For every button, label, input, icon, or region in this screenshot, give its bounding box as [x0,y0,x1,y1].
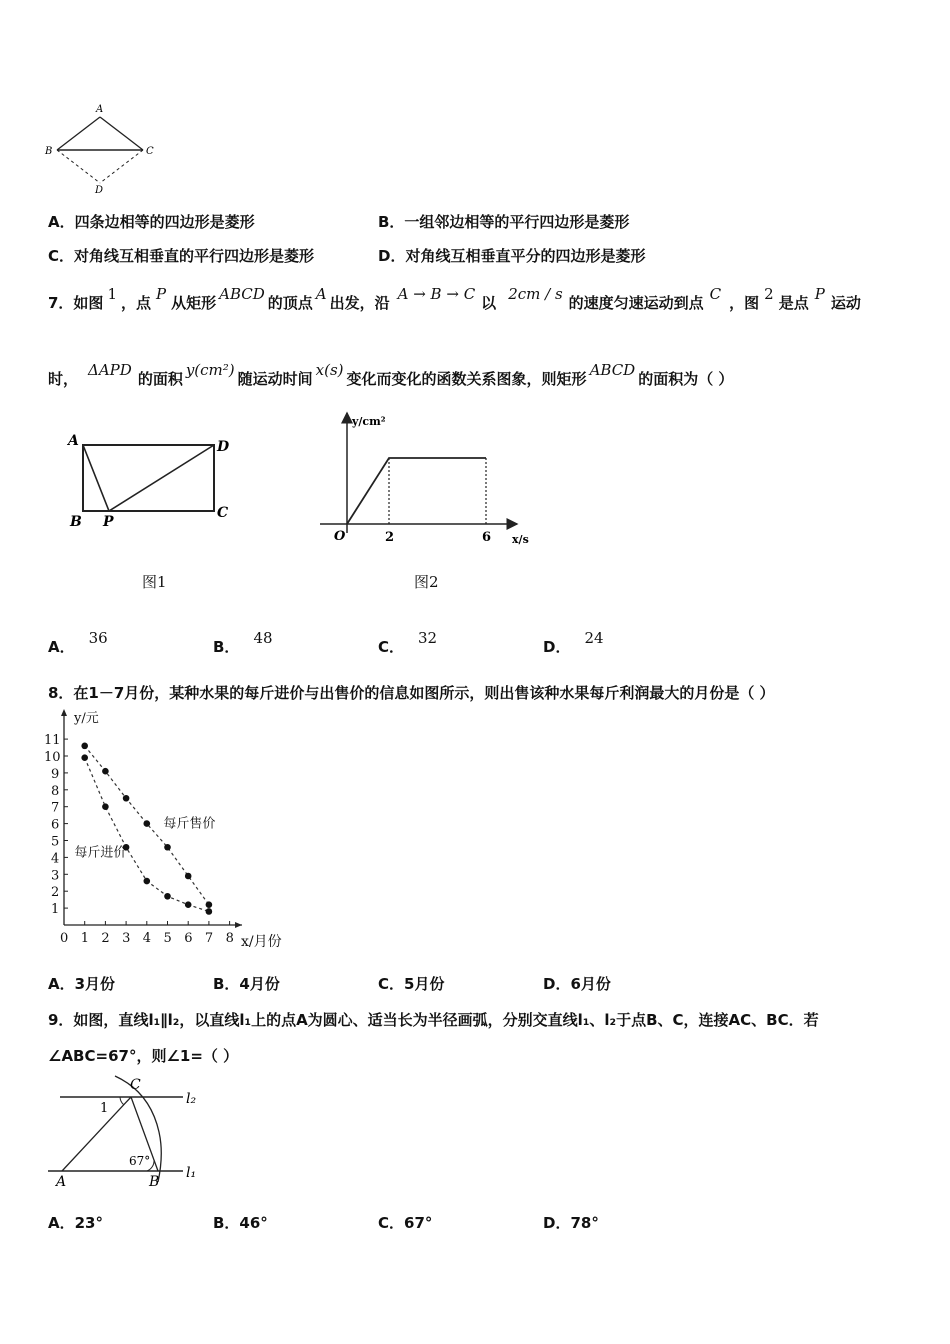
label-b: B [70,514,82,530]
series-label: 每斤售价 [163,816,216,832]
y-tick-label: 11 [44,733,61,749]
data-point [81,743,88,750]
data-point [81,754,88,761]
q9-option-c: C．67° [378,1214,433,1232]
x-tick-label: 8 [225,931,234,946]
q7-figure-2 [310,408,540,553]
label-angle-1: 1 [100,1101,109,1116]
q7-line-2: 时， ΔAPD 的面积 y(cm²) 随运动时间 x(s) 变化而变化的函数关系图象，则矩形 ABCD 的面积为（ ） [48,361,734,388]
x-axis-label: x/月份 [240,934,282,950]
x-tick-label: 7 [204,931,214,946]
x-tick-label: 3 [122,931,131,946]
y-tick-label: 10 [44,750,61,765]
y-tick-label: 4 [51,851,60,867]
label-c: C [217,505,229,521]
data-point [102,803,109,810]
x-axis-arrow [235,922,242,928]
q9-option-a: A．23° [48,1214,103,1232]
q8-question: 8．在1－7月份，某种水果的每斤进价与出售价的信息如图所示，则出售该种水果每斤利润最大的月份是（ ） [48,684,775,702]
q9-option-b: B．46° [213,1214,268,1232]
y-tick-label: 9 [51,766,60,782]
function-graph [347,458,486,524]
data-point [206,908,213,915]
label-c: C [130,1077,141,1093]
label-d: D [217,439,230,455]
segment-pd [109,445,214,511]
y-axis-arrow [61,709,67,716]
series-line-purchase-price [85,758,209,912]
origin-label: O [334,529,346,544]
label-l1: l₁ [186,1165,197,1181]
data-point [185,873,192,880]
y-tick-label: 7 [51,800,60,816]
y-tick-label: 2 [51,885,60,901]
y-tick-label: 6 [51,817,60,833]
x-axis-label: x/s [512,533,529,546]
label-b: B [149,1174,160,1190]
label-67: 67° [129,1154,151,1168]
data-point [144,878,151,885]
rectangle-abcd [83,445,214,511]
edge-ab [57,117,100,150]
y-axis-label: y/cm² [352,415,386,428]
segment-ap [83,445,109,511]
q8-option-b: B．4月份 [213,975,280,993]
angle-1-arc [120,1097,124,1105]
q9-figure [40,1072,210,1192]
data-point [123,795,130,802]
y-tick-label: 3 [51,868,60,884]
q6-option-a: A．四条边相等的四边形是菱形 [48,213,255,231]
q8-option-a: A．3月份 [48,975,116,993]
label-l2: l₂ [186,1091,197,1107]
y-tick-label: 5 [51,834,60,850]
q7-figure-1 [60,425,240,535]
label-p: P [103,514,114,530]
data-point [164,844,171,851]
q9-option-d: D．78° [543,1214,599,1232]
data-point [164,893,171,900]
x-tick-label: 2 [101,931,110,946]
tick-6: 6 [482,530,492,545]
label-a: A [56,1174,67,1190]
data-point [185,901,192,908]
x-tick-label: 1 [80,931,89,946]
q6-option-d: D．对角线互相垂直平分的四边形是菱形 [378,247,646,265]
q6-option-b: B．一组邻边相等的平行四边形是菱形 [378,213,630,231]
label-b: B [45,146,53,157]
q8-option-c: C．5月份 [378,975,445,993]
edge-bd [57,150,100,183]
segment-ac [62,1097,131,1171]
q9-question-line-1: 9．如图，直线l₁∥l₂，以直线l₁上的点A为圆心、适当长为半径画弧，分别交直线l₁、l₂于点B、C，连接AC、BC．若 [48,1011,819,1029]
x-tick-label: 4 [142,931,152,946]
q8-price-chart [40,705,300,955]
label-a: A [68,433,79,449]
q7-line-1: 7．如图 1 ，点 P 从矩形 ABCD 的顶点 A 出发，沿 A → B → C 以 2cm / s 的速度匀速运动到点 C ，图 2 是点 P 运动 [48,285,861,312]
data-point [102,768,109,775]
x-tick-label: 0 [60,931,69,946]
x-tick-label: 6 [184,931,193,946]
q6-option-c: C．对角线互相垂直的平行四边形是菱形 [48,247,315,265]
q7-figure-1-caption: 图1 [142,573,167,591]
label-a: A [96,104,104,115]
x-tick-label: 5 [163,931,172,946]
q7-option-b: B． 48 [213,629,273,656]
tick-2: 2 [385,530,395,545]
q8-option-d: D．6月份 [543,975,611,993]
y-tick-label: 8 [51,783,60,799]
data-point [144,820,151,827]
q7-option-c: C． 32 [378,629,438,656]
q7-option-d: D． 24 [543,629,604,656]
q7-figure-2-caption: 图2 [414,573,439,591]
q9-question-line-2: ∠ABC=67°，则∠1=（ ） [48,1047,239,1065]
y-axis-label: y/元 [74,711,99,726]
y-tick-label: 1 [51,902,60,918]
label-d: D [95,185,104,196]
edge-ac [100,117,143,150]
data-point [206,901,213,908]
q7-option-a: A． 36 [48,629,108,656]
series-label: 每斤进价 [74,845,127,861]
edge-cd [100,150,143,183]
label-c: C [146,146,154,157]
rhombus-figure [40,100,170,196]
